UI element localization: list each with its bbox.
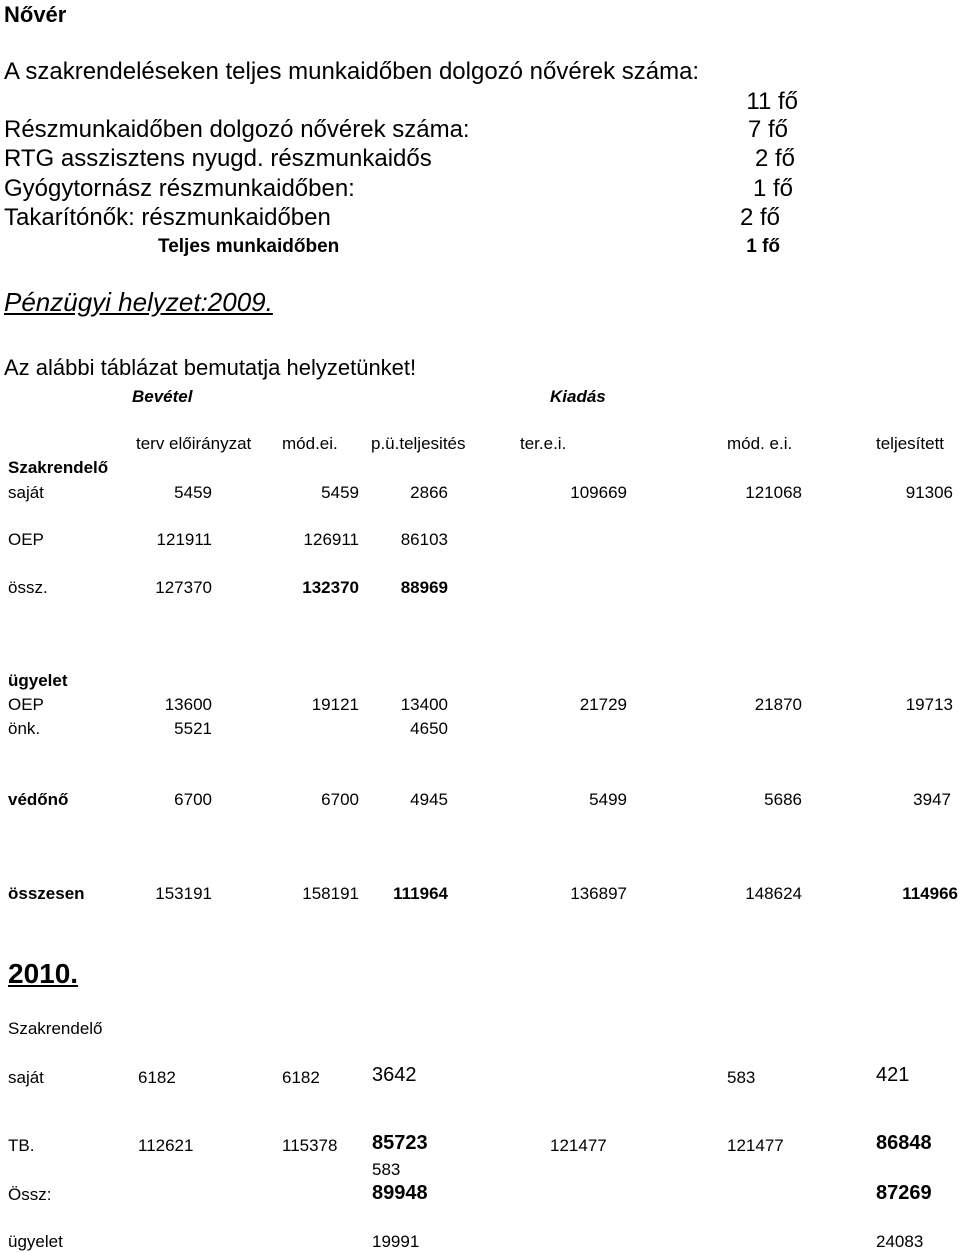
cell: 121068 [745, 483, 802, 502]
cleaners-full-label: Teljes munkaidőben [158, 236, 340, 257]
cell: 121911 [156, 530, 212, 549]
cell: 158191 [302, 884, 359, 903]
row-label: összesen [8, 884, 85, 903]
physio-value: 1 fő [752, 175, 793, 202]
cell: 5521 [174, 719, 212, 738]
row-label: Össz: [8, 1185, 52, 1204]
cleaners-full-value: 1 fő [746, 236, 780, 257]
cell: 121477 [550, 1136, 607, 1155]
cell: 6700 [174, 790, 212, 809]
cell: 19713 [905, 695, 953, 714]
cell: 6700 [321, 790, 359, 809]
cell: 132370 [302, 578, 359, 597]
cell: 89948 [372, 1182, 428, 1204]
row-label: OEP [8, 695, 44, 714]
row-label: védőnő [8, 790, 69, 809]
expense-header: Kiadás [550, 387, 606, 406]
cell: 109669 [570, 483, 627, 502]
cell: 153191 [155, 884, 212, 903]
cell: 91306 [905, 483, 953, 502]
col-header-5: mód. e.i. [727, 434, 793, 453]
rtg-assistant-value: 2 fő [754, 145, 795, 172]
cell: 114966 [902, 884, 958, 903]
year-2010-heading: 2010. [8, 958, 79, 989]
cell: 24083 [876, 1232, 924, 1251]
cell: 136897 [570, 884, 627, 903]
cell: 121477 [727, 1136, 784, 1155]
col-header-3: p.ü.teljesités [371, 434, 466, 453]
cell: 127370 [155, 578, 212, 597]
cell: 4945 [410, 790, 448, 809]
page-title: Nővér [4, 2, 67, 27]
cell: 126911 [303, 530, 359, 549]
col-header-2: mód.ei. [282, 434, 338, 453]
cell: 21870 [754, 695, 802, 714]
ugyelet-label: ügyelet [8, 671, 68, 690]
cell: 2866 [410, 483, 448, 502]
cell: 6182 [138, 1068, 176, 1087]
col-header-1: terv előirányzat [136, 434, 252, 453]
cell: 5459 [321, 483, 359, 502]
cell: 86848 [876, 1132, 932, 1154]
full-time-nurses-value: 11 fő [746, 88, 798, 115]
row-label: saját [8, 483, 44, 502]
cell: 421 [876, 1064, 910, 1086]
full-time-nurses-label: A szakrendeléseken teljes munkaidőben dolgozó nővérek száma: [4, 58, 700, 85]
cell: 3642 [372, 1064, 417, 1086]
cell: 5686 [764, 790, 802, 809]
row-label: önk. [8, 719, 41, 738]
row-label: ügyelet [8, 1232, 63, 1251]
cleaners-label: Takarítónők: részmunkaidőben [4, 204, 331, 231]
cell: 13600 [164, 695, 212, 714]
row-label: össz. [8, 578, 48, 597]
row-label: saját [8, 1068, 44, 1087]
rtg-assistant-label: RTG asszisztens nyugd. részmunkaidős [4, 145, 432, 172]
income-header: Bevétel [132, 387, 193, 406]
cell: 5499 [589, 790, 627, 809]
finance-heading: Pénzügyi helyzet:2009. [4, 287, 273, 317]
cell: 6182 [282, 1068, 320, 1087]
cell: 21729 [579, 695, 627, 714]
cell: 13400 [400, 695, 448, 714]
cleaners-value: 2 fő [739, 204, 780, 231]
cell: 115378 [282, 1136, 338, 1155]
cell: 583 [727, 1068, 756, 1087]
szakrendelo-2010-label: Szakrendelő [8, 1019, 103, 1038]
cell: 111964 [393, 884, 448, 903]
szakrendelo-label: Szakrendelő [8, 458, 109, 477]
cell: 5459 [174, 483, 212, 502]
col-header-6: teljesített [876, 434, 945, 453]
row-label: OEP [8, 530, 44, 549]
cell: 19991 [372, 1232, 420, 1251]
cell: 88969 [400, 578, 448, 597]
physio-label: Gyógytornász részmunkaidőben: [4, 175, 355, 202]
cell: 19121 [311, 695, 359, 714]
cell: 85723 [372, 1132, 428, 1154]
cell: 3947 [913, 790, 951, 809]
col-header-4: ter.e.i. [520, 434, 567, 453]
cell: 86103 [400, 530, 448, 549]
intro-text: Az alábbi táblázat bemutatja helyzetünket! [4, 355, 417, 380]
cell: 4650 [410, 719, 448, 738]
cell: 112621 [138, 1136, 194, 1155]
extra-value: 583 [372, 1160, 401, 1179]
part-time-nurses-label: Részmunkaidőben dolgozó nővérek száma: [4, 116, 470, 143]
part-time-nurses-value: 7 fő [747, 116, 788, 143]
cell: 148624 [745, 884, 802, 903]
cell: 87269 [876, 1182, 932, 1204]
row-label: TB. [8, 1136, 35, 1155]
